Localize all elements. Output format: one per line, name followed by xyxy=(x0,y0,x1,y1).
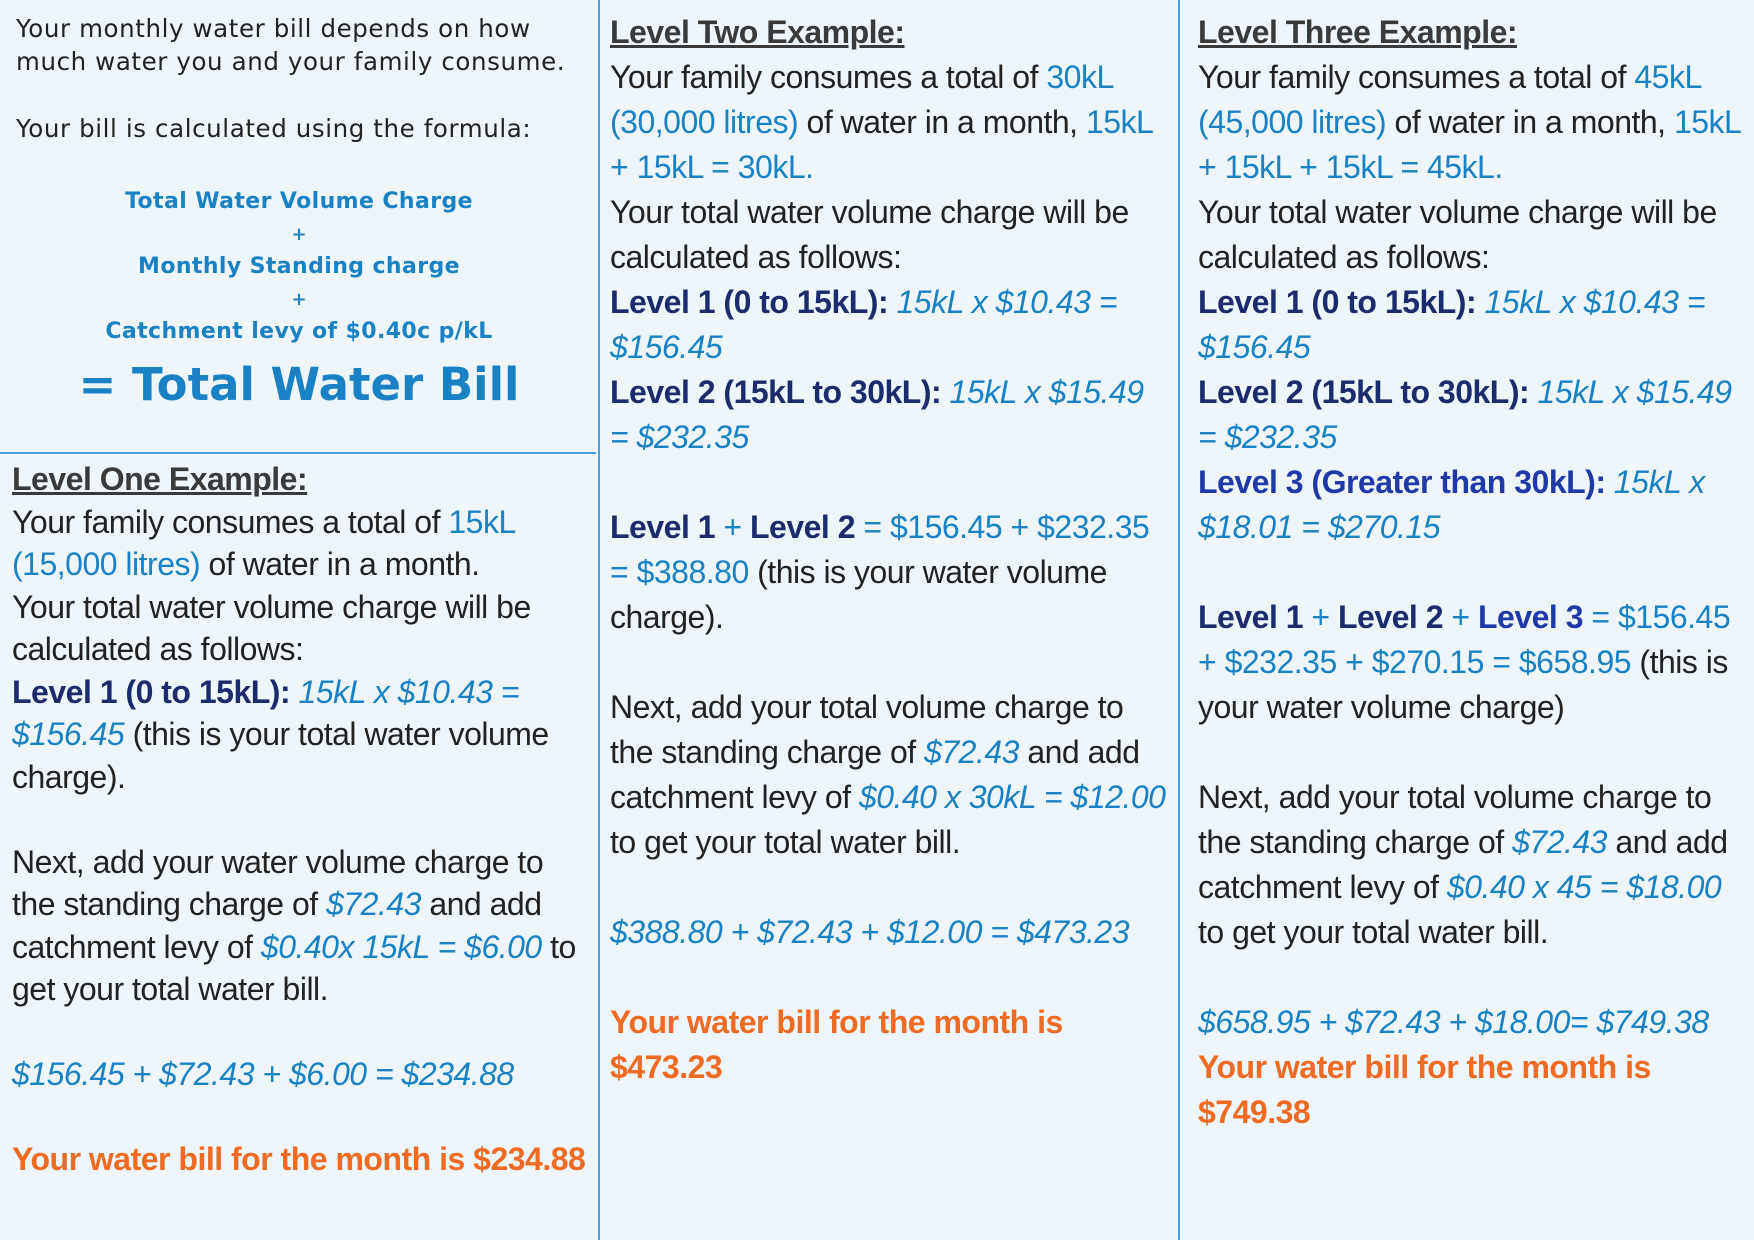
bill-sum: $658.95 + $72.43 + $18.00= $749.38 xyxy=(1198,1004,1709,1040)
bill-result: Your water bill for the month is $473.23 xyxy=(610,1004,1063,1085)
formula-intro: Your bill is calculated using the formula: xyxy=(16,114,532,143)
charge-intro: Your total water volume charge will be calculated as follows: xyxy=(12,588,531,667)
formula-plus: + xyxy=(291,288,307,310)
level-3-calculation: Level 3 (Greater than 30kL): 15kL x $18.01 = $270.15 xyxy=(1198,464,1705,545)
bill-sum: $388.80 + $72.43 + $12.00 = $473.23 xyxy=(610,914,1129,950)
formula-standing-charge: Monthly Standing charge xyxy=(138,254,460,279)
level-three-example xyxy=(1198,10,1750,1135)
next-step-text: Next, add your water volume charge to the standing charge of $72.43 and add catchment levy of $0.40x 15kL = $6.00 to get your total water bill. xyxy=(12,843,576,1007)
section-divider xyxy=(0,452,596,454)
level-1-calculation: Level 1 (0 to 15kL): 15kL x $10.43 = $156.45 xyxy=(1198,284,1706,365)
consumption-sum: 15kL + 15kL + 15kL = 45kL. xyxy=(1198,104,1741,185)
intro-text xyxy=(16,12,576,145)
charge-intro: Your total water volume charge will be calculated as follows: xyxy=(610,194,1129,275)
level-one-heading: Level One Example: xyxy=(12,461,308,497)
standing-charge: $72.43 xyxy=(1512,824,1607,860)
level-one-example xyxy=(12,458,588,1181)
formula-volume-charge: Total Water Volume Charge xyxy=(125,189,473,214)
consumption-sum: 15kL + 15kL = 30kL. xyxy=(610,104,1153,185)
catchment-levy: $0.40 x 30kL = $12.00 xyxy=(858,779,1166,815)
level-1-calculation: Level 1 (0 to 15kL): 15kL x $10.43 = $156.45 xyxy=(610,284,1118,365)
level-1-calculation: Level 1 (0 to 15kL): 15kL x $10.43 = $156.45 (this is your total water volume charge). xyxy=(12,673,549,795)
consumption-amount: 45kL (45,000 litres) xyxy=(1198,59,1701,140)
levels-total: Level 1 + Level 2 = $156.45 + $232.35 = $388.80 (this is your water volume charge). xyxy=(610,509,1150,635)
next-step-text: Next, add your total volume charge to the standing charge of $72.43 and add catchment levy of $0.40 x 45 = $18.00 to get your total water bill. xyxy=(1198,779,1728,950)
consumption-text: Your family consumes a total of 15kL (15,000 litres) of water in a month. xyxy=(12,503,515,582)
formula-total: = Total Water Bill xyxy=(78,357,520,411)
level-2-calculation: Level 2 (15kL to 30kL): 15kL x $15.49 = $232.35 xyxy=(1198,374,1732,455)
bill-result: Your water bill for the month is $234.88 xyxy=(12,1141,586,1177)
standing-charge: $72.43 xyxy=(326,886,421,922)
level-three-heading: Level Three Example: xyxy=(1198,14,1518,50)
level-2-calculation: Level 2 (15kL to 30kL): 15kL x $15.49 = $232.35 xyxy=(610,374,1144,455)
catchment-levy: $0.40x 15kL = $6.00 xyxy=(260,928,542,965)
standing-charge: $72.43 xyxy=(924,734,1019,770)
level-two-example xyxy=(610,10,1170,1090)
intro-paragraph: Your monthly water bill depends on how much water you and your family consume. xyxy=(16,14,566,76)
consumption-text: Your family consumes a total of 30kL (30,000 litres) of water in a month, 15kL + 15kL = 30kL. xyxy=(610,59,1153,185)
consumption-text: Your family consumes a total of 45kL (45,000 litres) of water in a month, 15kL + 15kL + 15kL = 45kL. xyxy=(1198,59,1741,185)
bill-result: Your water bill for the month is $749.38 xyxy=(1198,1049,1651,1130)
consumption-amount: 30kL (30,000 litres) xyxy=(610,59,1113,140)
levels-total: Level 1 + Level 2 + Level 3 = $156.45 + $232.35 + $270.15 = $658.95 (this is your water volume charge) xyxy=(1198,599,1731,725)
catchment-levy: $0.40 x 45 = $18.00 xyxy=(1446,869,1722,905)
next-step-text: Next, add your total volume charge to the standing charge of $72.43 and add catchment levy of $0.40 x 30kL = $12.00 to get your total water bill. xyxy=(610,689,1166,860)
charge-intro: Your total water volume charge will be calculated as follows: xyxy=(1198,194,1717,275)
formula-plus: + xyxy=(291,223,307,245)
formula-catchment-levy: Catchment levy of $0.40c p/kL xyxy=(105,319,493,344)
level-two-heading: Level Two Example: xyxy=(610,14,905,50)
consumption-amount: 15kL (15,000 litres) xyxy=(12,503,515,582)
bill-formula xyxy=(0,186,598,417)
bill-sum: $156.45 + $72.43 + $6.00 = $234.88 xyxy=(12,1056,514,1092)
